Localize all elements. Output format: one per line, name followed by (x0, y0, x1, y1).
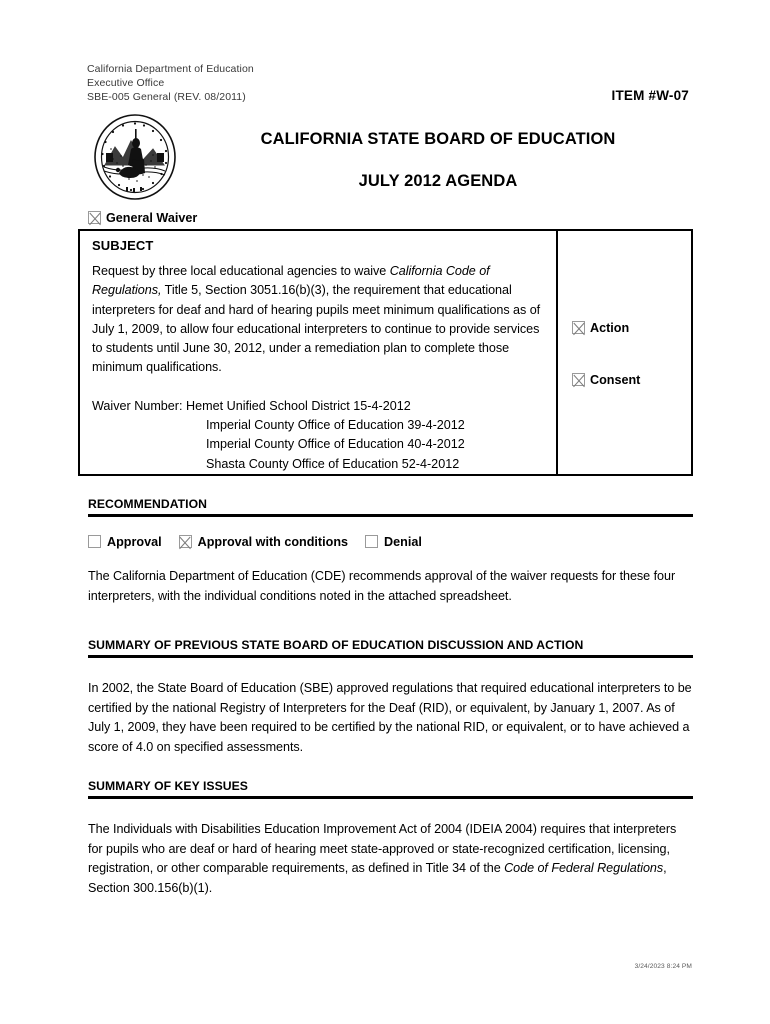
item-number: ITEM #W-07 (611, 88, 689, 103)
recommendation-body: The California Department of Education (CDE) recommends approval of the waiver requests for these four interpreters, with the individual conditions noted in the attached spreadsheet. (88, 569, 676, 603)
key-issues-text-italic-1: Code of Federal Regulations (504, 861, 664, 876)
page-title: CALIFORNIA STATE BOARD OF EDUCATION (260, 130, 616, 148)
subject-text-italic-1: California Code of Regulations, (92, 264, 490, 298)
waiver-number-value: Hemet Unified School District 15-4-2012 (186, 398, 411, 413)
action-row[interactable] (572, 321, 629, 335)
recommendation-choice-label: Denial (384, 535, 422, 549)
agency-line-2: Executive Office (87, 77, 165, 90)
general-waiver-label: General Waiver (106, 211, 198, 225)
key-issues-text-part-1: The Individuals with Disabilities Education Improvement Act of 2004 (IDEIA 2004) requires that interpreters for pupils who are deaf or hard of hearing meet state-approved or state-recognized certification, licensing, registration, or other comparable requirements, as defined in Title 34 of the (88, 822, 677, 876)
subject-text-part-2: Title 5, Section 3051.16(b)(3), the requirement that educational interpreters for deaf and hard of hearing pupils meet minimum qualifications as of July 1, 2009, to allow four educational interpreters to continue to provide services to students until June 30, 2012, under a remediation plan to complete those minimum qualifications. (92, 283, 541, 375)
general-waiver-row[interactable] (88, 211, 197, 225)
checkbox-x-icon-general-waiver[interactable] (88, 211, 101, 224)
waiver-number-line: Shasta County Office of Education 52-4-2012 (206, 456, 460, 471)
waiver-number-line: Imperial County Office of Education 39-4-2012 (206, 418, 465, 433)
section-previous-discussion (88, 638, 693, 757)
checkbox-empty-icon-denial[interactable] (365, 535, 378, 548)
consent-label: Consent (590, 373, 641, 387)
recommendation-choices (88, 535, 693, 549)
previous-discussion-body: In 2002, the State Board of Education (SBE) approved regulations that required educational interpreters to be certified by the national Registry of Interpreters for the Deaf (RID), or equivalent, by January 1, 2007. As of July 1, 2009, they have been required to be certified by the national RID, or equivalent, or to have achieved a score of 4.0 on specified assessments. (88, 681, 692, 754)
section-recommendation (88, 497, 693, 606)
section-key-issues (88, 779, 693, 898)
action-cell (558, 231, 690, 471)
agency-line-3: SBE-005 General (REV. 08/2011) (87, 91, 246, 104)
agency-header (87, 62, 254, 105)
recommendation-choice-approval[interactable] (88, 535, 162, 549)
checkbox-empty-icon-approval[interactable] (88, 535, 101, 548)
subject-text-part-1: Request by three local educational agencies to waive (92, 264, 390, 278)
recommendation-choice-label: Approval (107, 535, 162, 549)
waiver-number-block (92, 397, 544, 474)
subject-heading: SUBJECT (92, 238, 154, 253)
subject-cell (80, 231, 558, 474)
section-heading-key-issues: SUMMARY OF KEY ISSUES (88, 779, 693, 799)
agenda-title: JULY 2012 AGENDA (358, 172, 518, 190)
waiver-number-line: Imperial County Office of Education 40-4-2012 (206, 437, 465, 452)
subject-table (78, 229, 693, 476)
key-issues-text-part-2: , Section 300.156(b)(1). (88, 861, 667, 895)
action-label: Action (590, 321, 630, 335)
consent-row[interactable] (572, 373, 640, 387)
section-heading-previous-discussion: SUMMARY OF PREVIOUS STATE BOARD OF EDUCATION DISCUSSION AND ACTION (88, 638, 693, 658)
recommendation-choice-label: Approval with conditions (197, 535, 349, 549)
checkbox-x-icon-consent[interactable] (572, 373, 585, 386)
waiver-number-line (92, 397, 544, 416)
checkbox-x-icon-action[interactable] (572, 321, 585, 334)
recommendation-choice-approval-with-conditions[interactable] (179, 535, 348, 549)
print-timestamp: 3/24/2023 8:24 PM (634, 963, 692, 970)
key-issues-body (88, 820, 693, 898)
recommendation-choice-denial[interactable] (365, 535, 422, 549)
california-state-seal-icon (93, 113, 177, 201)
subject-body (92, 262, 544, 378)
section-heading-recommendation: RECOMMENDATION (88, 497, 693, 517)
agency-line-1: California Department of Education (87, 63, 254, 75)
waiver-number-label: Waiver Number: (92, 398, 183, 413)
checkbox-x-icon-approval-with-conditions[interactable] (179, 535, 192, 548)
